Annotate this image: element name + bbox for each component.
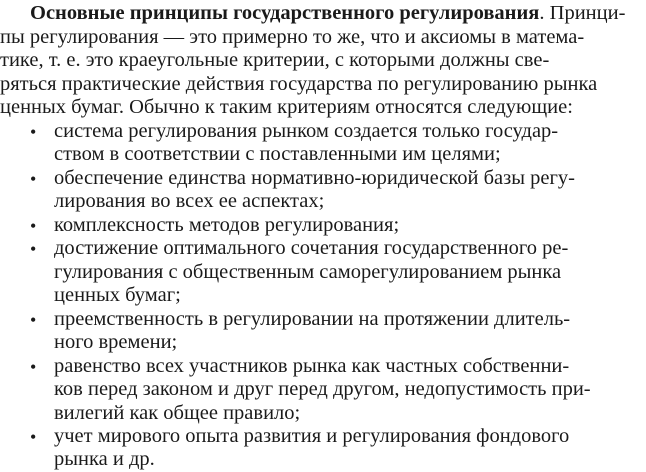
list-item-line: обеспечение единства нормативно-юридической базы регу-: [54, 167, 575, 189]
intro-line: тике, т. е. это краеугольные критерии, с которыми должны све-: [0, 49, 550, 71]
list-item-line: лирования во всех ее аспектах;: [54, 190, 325, 212]
list-item-line: гулирования с общественным саморегулированием рынка: [54, 261, 562, 283]
intro-line: ряться практические действия государства по регулированию рынка: [0, 73, 598, 95]
list-item-line: ков перед законом и друг перед другом, недопустимость при-: [54, 378, 591, 400]
bullet-icon: •: [30, 169, 37, 189]
intro-line: пы регулирования — это примерно то же, что и аксиомы в матема-: [0, 26, 585, 48]
intro-line: . Принци-: [539, 2, 626, 24]
bullet-icon: •: [30, 239, 37, 259]
list-item-line: достижение оптимального сочетания государственного ре-: [54, 237, 569, 259]
list-item-line: вилегий как общее правило;: [54, 402, 301, 424]
list-item-line: ством в соответствии с поставленными им целями;: [54, 143, 501, 165]
bullet-icon: •: [30, 310, 37, 330]
bullet-icon: •: [30, 122, 37, 142]
intro-line: ценных бумаг. Обычно к таким критериям относятся следующие:: [0, 96, 573, 118]
list-item-line: преемственность в регулировании на протяжении длитель-: [54, 308, 571, 330]
list-item-line: ного времени;: [54, 331, 178, 353]
list-item-line: рынка и др.: [54, 448, 155, 470]
bullet-icon: •: [30, 357, 37, 377]
list-item-line: ценных бумаг;: [54, 284, 181, 306]
bullet-icon: •: [30, 216, 37, 236]
list-item-line: равенство всех участников рынка как частных собственни-: [54, 355, 570, 377]
section-heading: Основные принципы государственного регулирования: [30, 2, 540, 24]
list-item-line: учет мирового опыта развития и регулирования фондового: [54, 425, 570, 447]
bullet-icon: •: [30, 427, 37, 447]
intro-first-line: [30, 2, 625, 26]
list-item-line: система регулирования рынком создается только государ-: [54, 120, 559, 142]
list-item-line: комплексность методов регулирования;: [54, 214, 400, 236]
